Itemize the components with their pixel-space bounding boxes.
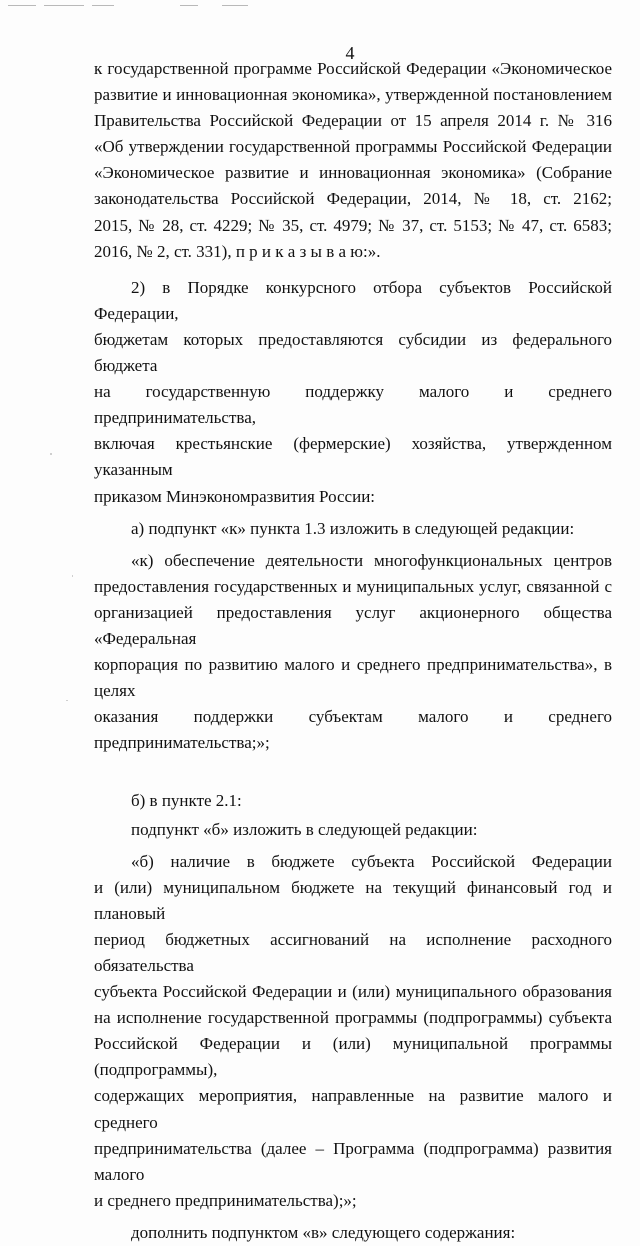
text-line: на исполнение государственной программы (подпрограммы) субъекта xyxy=(94,1008,612,1028)
scan-speck xyxy=(50,453,52,455)
text-line: Российской Федерации и (или) муниципальной программы (подпрограммы), xyxy=(94,1034,612,1080)
paragraph-subitem-b-intro xyxy=(94,817,612,843)
text-line: «Об утверждении государственной программы Российской Федерации xyxy=(94,137,612,157)
text-line: «б) наличие в бюджете субъекта Российской Федерации xyxy=(131,851,612,871)
text-line: организацией предоставления услуг акционерного общества «Федеральная xyxy=(94,602,612,648)
text-line: развитие и инновационная экономика», утвержденной постановлением xyxy=(94,85,612,105)
text-line: 2016, № 2, ст. 331), п р и к а з ы в а ю:». xyxy=(94,241,381,261)
text-line: предпринимательства (далее – Программа (подпрограмма) развития малого xyxy=(94,1138,612,1184)
scan-edge-marks xyxy=(0,0,640,14)
paragraph-item-b xyxy=(94,788,612,814)
paragraph-item-a xyxy=(94,516,612,542)
paragraph-subitem-k xyxy=(94,548,612,757)
text-line: законодательства Российской Федерации, 2014, № 18, ст. 2162; xyxy=(94,189,612,209)
paragraph-program-reference xyxy=(94,56,612,265)
scan-speck xyxy=(66,700,68,701)
text-line: период бюджетных ассигнований на исполнение расходного обязательства xyxy=(94,929,612,975)
document-body xyxy=(94,56,612,1246)
text-line: к государственной программе Российской Федерации «Экономическое xyxy=(94,59,612,78)
text-line: содержащих мероприятия, направленные на развитие малого и среднего xyxy=(94,1086,612,1132)
text-line: «Экономическое развитие и инновационная экономика» (Собрание xyxy=(94,163,612,183)
text-line: подпункт «б» изложить в следующей редакции: xyxy=(131,819,478,839)
text-line: субъекта Российской Федерации и (или) муниципального образования xyxy=(94,982,612,1002)
text-line: оказания поддержки субъектам малого и среднего предпринимательства;»; xyxy=(94,707,612,753)
text-line: предоставления государственных и муниципальных услуг, связанной с xyxy=(94,576,612,596)
text-line: дополнить подпунктом «в» следующего содержания: xyxy=(131,1222,516,1242)
text-line: б) в пункте 2.1: xyxy=(131,791,242,811)
paragraph-add-subitem-v xyxy=(94,1220,612,1246)
page-number: 4 xyxy=(345,43,355,63)
text-line: Правительства Российской Федерации от 15 апреля 2014 г. № 316 xyxy=(94,111,612,131)
paragraph-subitem-b xyxy=(94,849,612,1214)
text-line: 2015, № 28, ст. 4229; № 35, ст. 4979; № 37, ст. 5153; № 47, ст. 6583; xyxy=(94,215,612,235)
text-line: включая крестьянские (фермерские) хозяйства, утвержденном указанным xyxy=(94,434,612,480)
text-line: «к) обеспечение деятельности многофункциональных центров xyxy=(131,550,612,570)
scan-speck xyxy=(72,575,73,577)
paragraph-item-2 xyxy=(94,275,612,510)
text-line: и среднего предпринимательства);»; xyxy=(94,1190,357,1210)
text-line: а) подпункт «к» пункта 1.3 изложить в следующей редакции: xyxy=(131,518,575,538)
text-line: и (или) муниципальном бюджете на текущий финансовый год и плановый xyxy=(94,877,612,923)
text-line: приказом Минэкономразвития России: xyxy=(94,486,376,506)
text-line: на государственную поддержку малого и среднего предпринимательства, xyxy=(94,382,612,428)
text-line: бюджетам которых предоставляются субсидии из федерального бюджета xyxy=(94,329,612,376)
text-line: корпорация по развитию малого и среднего предпринимательства», в целях xyxy=(94,655,612,701)
text-line: 2) в Порядке конкурсного отбора субъектов Российской Федерации, xyxy=(94,277,612,323)
